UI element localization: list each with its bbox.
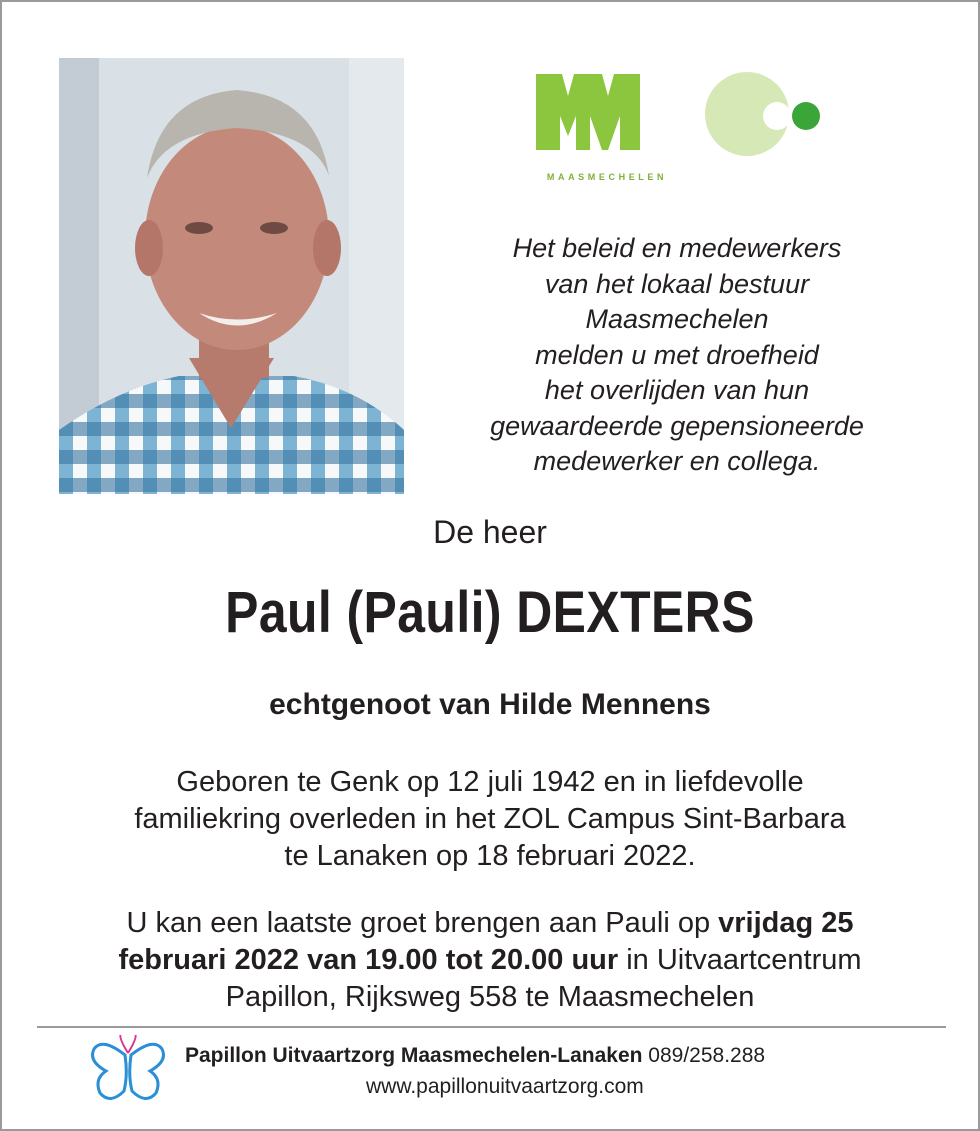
born-line: familiekring overleden in het ZOL Campus Sint-Barbara [134, 803, 846, 835]
intro-text [442, 231, 912, 480]
visit-time: februari 2022 van 19.00 tot 20.00 uur [118, 944, 619, 976]
intro-line: medewerker en collega. [533, 446, 821, 476]
visitation-info [2, 905, 978, 1016]
visit-text: in Uitvaartcentrum [618, 944, 862, 976]
salutation: De heer [433, 514, 547, 550]
funeral-home-phone: 089/258.288 [642, 1044, 766, 1067]
visit-date: vrijdag 25 [718, 907, 854, 939]
birth-death-info [2, 764, 978, 875]
logo-wordmark: MAASMECHELEN [546, 172, 668, 182]
visit-line-3: Papillon, Rijksweg 558 te Maasmechelen [225, 981, 755, 1013]
born-line: te Lanaken op 18 februari 2022. [284, 840, 696, 872]
intro-line: van het lokaal bestuur [544, 268, 810, 299]
portrait-illustration [59, 58, 404, 494]
spouse-line: echtgenoot van Hilde Mennens [269, 688, 711, 721]
intro-line: Maasmechelen [585, 304, 769, 334]
intro-line: Het beleid en medewerkers [512, 233, 842, 263]
visit-text: U kan een laatste groet brengen aan Pauli op [126, 907, 719, 939]
funeral-home-contact [185, 1044, 765, 1068]
portrait-photo [59, 58, 404, 494]
maasmechelen-logo [532, 70, 832, 190]
divider [37, 1026, 946, 1028]
intro-line: het overlijden van hun [544, 375, 810, 405]
visit-line-2 [2, 942, 978, 979]
intro-line: gewaardeerde gepensioneerde [490, 410, 864, 441]
butterfly-icon [88, 1035, 168, 1111]
intro-line: melden u met droefheid [535, 339, 819, 370]
funeral-home-name: Papillon Uitvaartzorg Maasmechelen-Lanaken [185, 1044, 643, 1067]
funeral-home-website[interactable]: www.papillonuitvaartzorg.com [366, 1075, 644, 1098]
mm-logo-icon [532, 70, 832, 170]
born-line: Geboren te Genk op 12 juli 1942 en in liefdevolle [176, 766, 804, 798]
deceased-name: Paul (Pauli) DEXTERS [225, 580, 755, 645]
visit-line-1 [2, 905, 978, 942]
